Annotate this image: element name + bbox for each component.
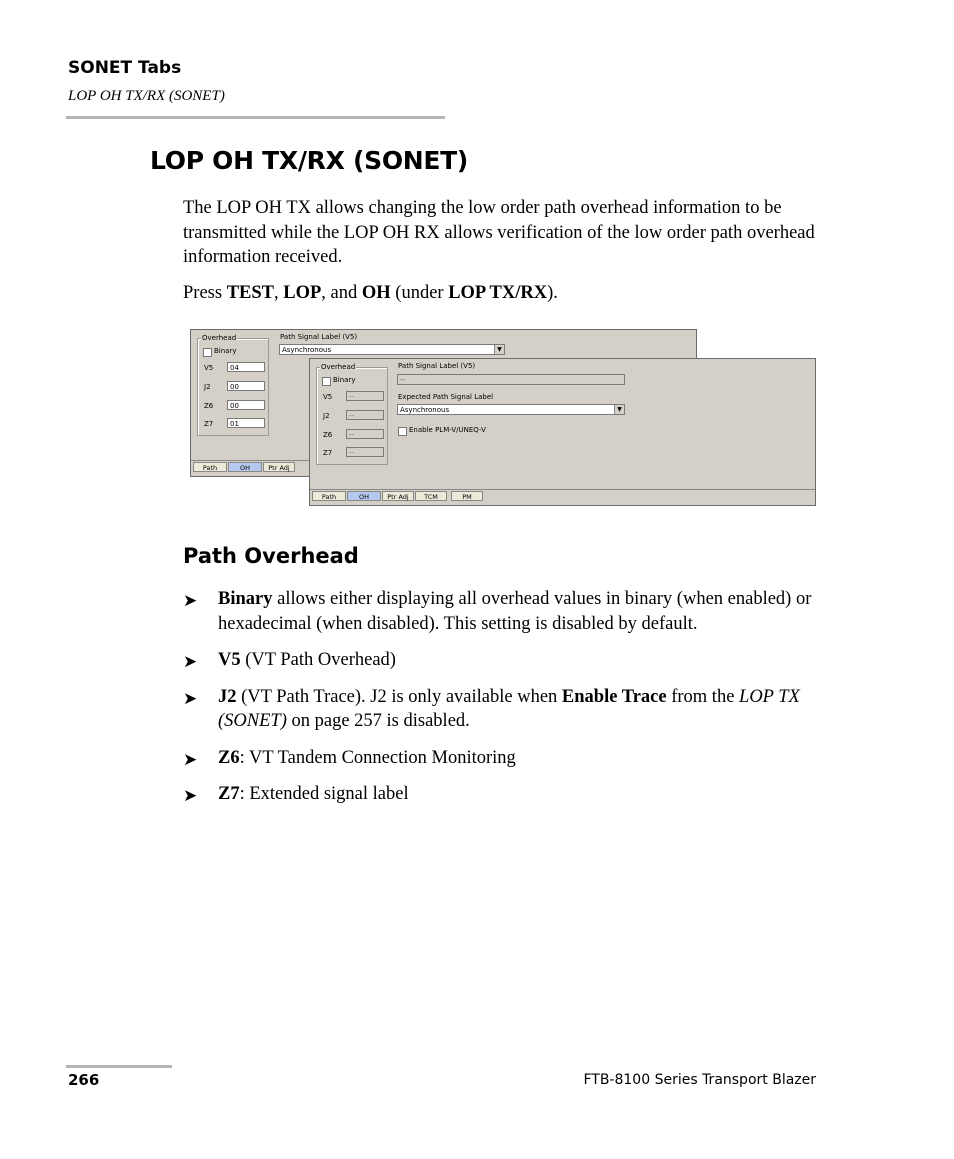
arrow-bullet-icon: ➤ [183, 749, 198, 769]
arrow-bullet-icon: ➤ [183, 786, 198, 805]
bullet-text: : Extended signal label [239, 784, 409, 804]
rx-z6-label: Z6 [323, 431, 333, 439]
rx-window-screenshot [309, 358, 816, 506]
bullet-term: Binary [218, 589, 273, 609]
sep-1: , [274, 283, 284, 303]
rx-z7-label: Z7 [323, 449, 333, 457]
intro-paragraph: The LOP OH TX allows changing the low order path overhead information to be transmitted while the LOP OH RX allows verification of the low order path overhead information received. [183, 198, 815, 267]
dropdown-arrow-icon: ▼ [494, 345, 504, 354]
tx-v5-field[interactable]: 04 [227, 362, 265, 372]
cross-reference-link[interactable]: LOP TX (SONET) [218, 686, 800, 731]
bullet-list [183, 587, 823, 819]
rx-binary-checkbox[interactable] [322, 377, 331, 386]
tx-tab-oh[interactable]: OH [228, 462, 262, 472]
tx-z7-field[interactable]: 01 [227, 418, 265, 428]
list-item [183, 782, 823, 807]
arrow-bullet-icon: ➤ [183, 591, 198, 610]
dropdown-arrow-icon: ▼ [614, 405, 624, 414]
bullet-term: Z7 [218, 784, 240, 804]
bullet-text: : VT Tandem Connection Monitoring [239, 747, 516, 768]
tx-tab-path[interactable]: Path [193, 462, 227, 472]
product-name: FTB-8100 Series Transport Blazer [583, 1072, 816, 1088]
tx-psl-label: Path Signal Label (V5) [280, 333, 358, 341]
rx-expected-label: Expected Path Signal Label [398, 393, 494, 401]
key-lop: LOP [283, 283, 322, 303]
rx-j2-field: -- [346, 410, 384, 420]
tx-tab-ptr-adj[interactable]: Ptr Adj [263, 462, 295, 472]
press-instruction [183, 281, 823, 306]
bullet-text: allows either displaying all overhead values in binary (when enabled) or hexadecimal (when disabled). This setting is disabled by default. [218, 589, 812, 634]
bullet-term: Z6 [218, 747, 240, 768]
running-header-section: SONET Tabs [68, 58, 182, 78]
key-oh: OH [361, 283, 391, 303]
key-lop-txrx: LOP TX/RX [448, 283, 548, 303]
page-number: 266 [68, 1071, 100, 1089]
rx-tab-tcm[interactable]: TCM [415, 491, 447, 501]
sep-2: , and [321, 283, 362, 303]
tx-z7-label: Z7 [204, 420, 214, 428]
press-prefix: Press [183, 283, 227, 303]
tx-psl-dropdown[interactable] [279, 344, 505, 355]
tx-v5-label: V5 [204, 364, 214, 372]
tx-z6-label: Z6 [204, 402, 214, 410]
rx-v5-label: V5 [323, 393, 333, 401]
rx-expected-dropdown[interactable] [397, 404, 625, 415]
rx-plm-label: Enable PLM-V/UNEQ-V [409, 426, 486, 434]
list-item [183, 746, 823, 771]
sep-4: ). [547, 283, 558, 303]
bullet-term: V5 [218, 650, 241, 670]
rx-j2-label: J2 [323, 412, 330, 420]
sep-3: (under [390, 283, 449, 303]
arrow-bullet-icon: ➤ [183, 652, 198, 671]
tx-binary-label: Binary [214, 347, 237, 355]
rx-tab-pm[interactable]: PM [451, 491, 483, 501]
running-header-subsection: LOP OH TX/RX (SONET) [68, 88, 225, 104]
bullet-text: from the [666, 686, 740, 707]
tx-z6-field[interactable]: 00 [227, 400, 265, 410]
bullet-text: (VT Path Overhead) [240, 650, 396, 670]
key-test: TEST [226, 283, 274, 303]
tx-j2-field[interactable]: 00 [227, 381, 265, 391]
tx-binary-checkbox[interactable] [203, 348, 212, 357]
footer-rule [66, 1065, 172, 1068]
header-rule [66, 116, 445, 119]
list-item [183, 685, 823, 734]
page-title: LOP OH TX/RX (SONET) [150, 146, 469, 175]
rx-z7-field: -- [346, 447, 384, 457]
rx-tab-oh[interactable]: OH [347, 491, 381, 501]
bullet-text: (VT Path Trace). J2 is only available when [236, 686, 562, 707]
rx-tab-path[interactable]: Path [312, 491, 346, 501]
tx-overhead-group-label: Overhead [202, 334, 237, 342]
rx-psl-label: Path Signal Label (V5) [398, 362, 476, 370]
tx-psl-value: Asynchronous [282, 346, 332, 354]
rx-binary-label: Binary [333, 376, 356, 384]
rx-tab-bar [310, 489, 815, 502]
list-item [183, 587, 823, 636]
list-item [183, 648, 823, 673]
bullet-term: J2 [218, 686, 237, 707]
rx-psl-field: -- [397, 374, 625, 385]
section-heading: Path Overhead [183, 544, 359, 568]
rx-tab-ptr-adj[interactable]: Ptr Adj [382, 491, 414, 501]
rx-plm-checkbox[interactable] [398, 427, 407, 436]
bullet-text: on page 257 is disabled. [286, 711, 470, 731]
arrow-bullet-icon: ➤ [183, 688, 198, 708]
rx-z6-field: -- [346, 429, 384, 439]
bullet-term-enable-trace: Enable Trace [561, 686, 667, 707]
rx-overhead-group-label: Overhead [321, 363, 356, 371]
tx-j2-label: J2 [204, 383, 211, 391]
rx-v5-field: -- [346, 391, 384, 401]
rx-expected-value: Asynchronous [400, 406, 450, 414]
